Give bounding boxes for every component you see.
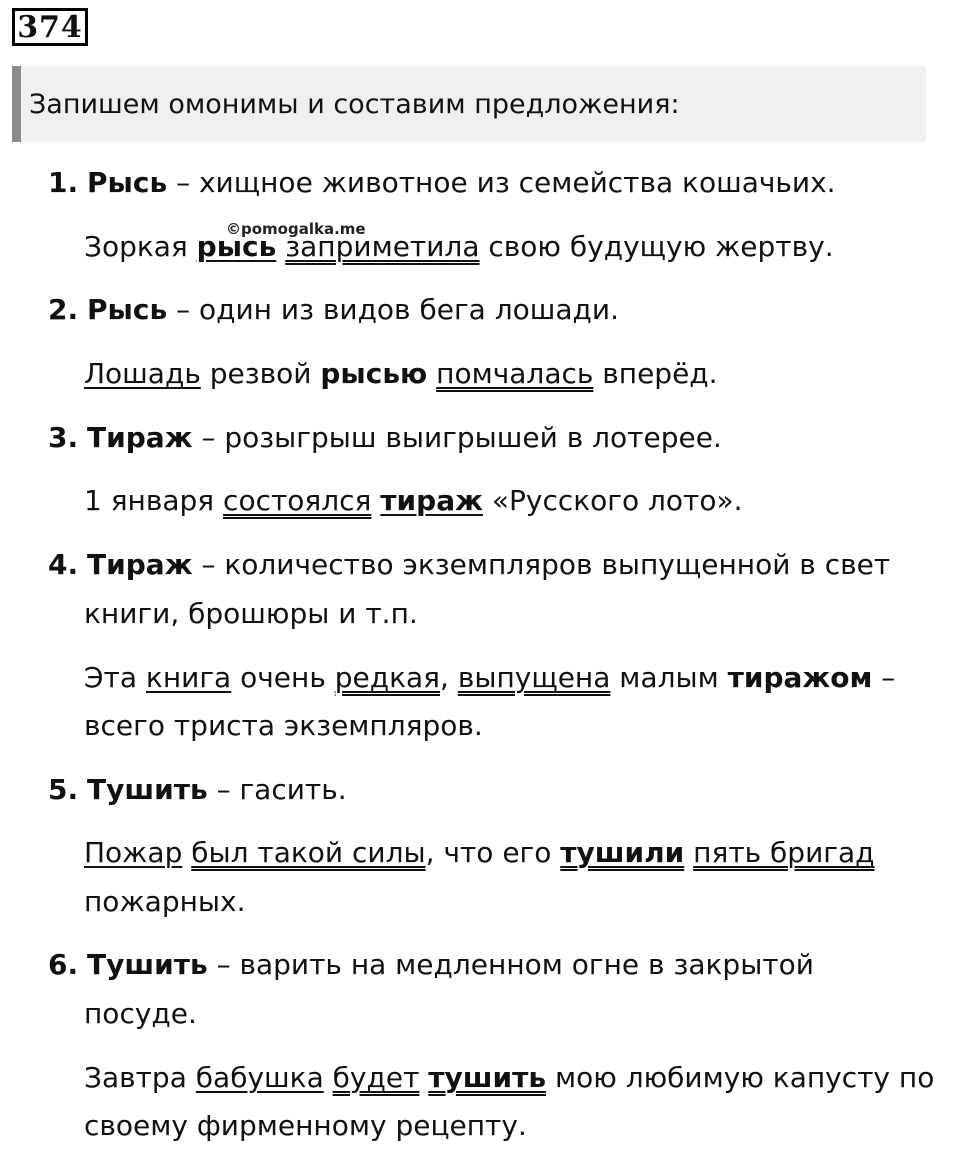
item-4-example (84, 658, 895, 698)
sentence-segment: малым (610, 661, 728, 694)
sentence-segment: – (872, 661, 896, 694)
item-6-definition: 6. Тушить – варить на медленном огне в закрытой (48, 948, 814, 981)
sentence-segment: тираж (380, 484, 483, 517)
item-1-example (84, 227, 834, 267)
intro-banner (12, 66, 926, 142)
sentence-segment: будет (332, 1061, 420, 1094)
sentence-segment: вперёд. (593, 357, 718, 390)
sentence-segment: Лошадь (84, 357, 201, 390)
watermark: ©pomogalka.me (226, 220, 366, 238)
item-4-definition-cont: книги, брошюры и т.п. (84, 597, 418, 630)
sentence-segment: тушили (560, 836, 685, 869)
sentence-segment (182, 836, 191, 869)
sentence-segment: всего триста экземпляров. (84, 709, 483, 742)
sentence-segment: Пожар (84, 836, 183, 869)
sentence-segment: рысью (320, 357, 428, 390)
intro-text: Запишем омонимы и составим предложения: (29, 88, 680, 120)
item-3-definition: 3. Тираж – розыгрыш выигрышей в лотерее. (48, 421, 722, 454)
sentence-segment: , (440, 661, 458, 694)
item-2-definition: 2. Рысь – один из видов бега лошади. (48, 293, 619, 326)
sentence-segment: был такой силы (191, 836, 426, 869)
sentence-segment: выпущена (457, 661, 611, 694)
item-2-example (84, 354, 718, 394)
item-3-example (84, 481, 743, 521)
sentence-segment: резвой (200, 357, 321, 390)
item-6-definition-cont: посуде. (84, 997, 197, 1030)
item-4-example-cont (84, 706, 483, 746)
sentence-segment: заприметила (285, 230, 480, 263)
sentence-segment: очень (231, 661, 335, 694)
sentence-segment: , что его (425, 836, 561, 869)
sentence-segment: пять бригад (693, 836, 875, 869)
sentence-segment: книга (145, 661, 232, 694)
sentence-segment: рысь (196, 230, 277, 263)
sentence-segment (371, 484, 380, 517)
sentence-segment: тушить (428, 1061, 547, 1094)
item-6-example-cont (84, 1106, 527, 1146)
item-5-definition: 5. Тушить – гасить. (48, 773, 347, 806)
item-1-definition: 1. Рысь – хищное животное из семейства кошачьих. (48, 166, 836, 199)
sentence-segment (427, 357, 436, 390)
sentence-segment: пожарных. (84, 885, 246, 918)
sentence-segment: Зоркая (84, 230, 197, 263)
sentence-segment: 1 января (84, 484, 224, 517)
sentence-segment (276, 230, 285, 263)
item-5-example-cont (84, 882, 245, 922)
sentence-segment: своему фирменному рецепту. (84, 1109, 527, 1142)
sentence-segment: редкая (334, 661, 441, 694)
sentence-segment: тиражом (727, 661, 873, 694)
sentence-segment (684, 836, 693, 869)
sentence-segment: Эта (84, 661, 146, 694)
item-4-definition: 4. Тираж – количество экземпляров выпущенной в свет (48, 548, 891, 581)
sentence-segment: «Русского лото». (482, 484, 743, 517)
sentence-segment: мою любимую капусту по (546, 1061, 935, 1094)
sentence-segment: бабушка (195, 1061, 324, 1094)
item-6-example (84, 1058, 934, 1098)
sentence-segment: состоялся (223, 484, 372, 517)
sentence-segment (419, 1061, 428, 1094)
sentence-segment: свою будущую жертву. (479, 230, 834, 263)
sentence-segment: Завтра (84, 1061, 196, 1094)
item-5-example (84, 833, 875, 873)
sentence-segment (324, 1061, 333, 1094)
sentence-segment: помчалась (436, 357, 594, 390)
task-number: 374 (12, 8, 88, 46)
